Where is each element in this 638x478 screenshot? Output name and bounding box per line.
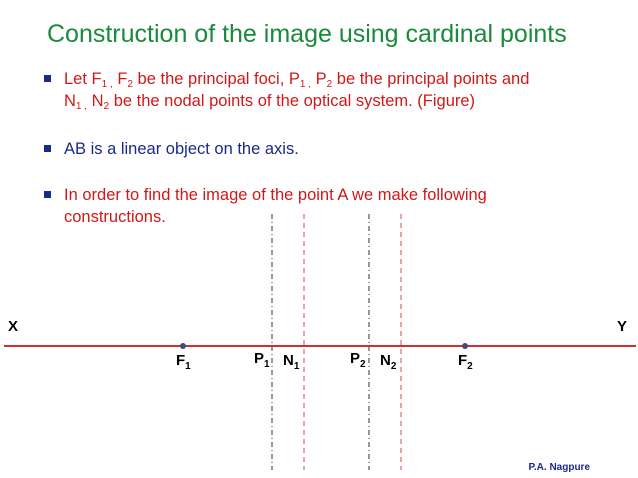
principal-point-p2-label: $P_2$ <box>350 350 366 370</box>
slide-title: Construction of the image using cardinal points <box>47 20 567 48</box>
author-footer: P.A. Nagpure <box>528 462 590 473</box>
bullet-text: In order to find the image of the point A we make following constructions. <box>64 186 487 226</box>
focal-point-f2-dot <box>462 343 468 349</box>
nodal-point-n1-label: $N_1$ <box>283 352 300 372</box>
focal-point-f2-label: $F_2$ <box>458 352 473 372</box>
bullet-text: Let $F_{1 ,}$ $F_2$ be the principal foci, $P_{1 ,}$ $P_2$ be the principal points and $N_{1 ,}$ $N_2$ be the nodal points of the optical system. (Figure) <box>64 70 530 112</box>
bullet-text: AB is a linear object on the axis. <box>64 140 299 158</box>
focal-point-f1-label: $F_1$ <box>176 352 191 372</box>
nodal-point-n2-label: $N_2$ <box>380 352 397 372</box>
principal-point-p1-label: $P_1$ <box>254 350 270 370</box>
axis-label-x: X <box>8 318 19 335</box>
axis-label-y: Y <box>617 318 628 335</box>
focal-point-f1-dot <box>180 343 186 349</box>
